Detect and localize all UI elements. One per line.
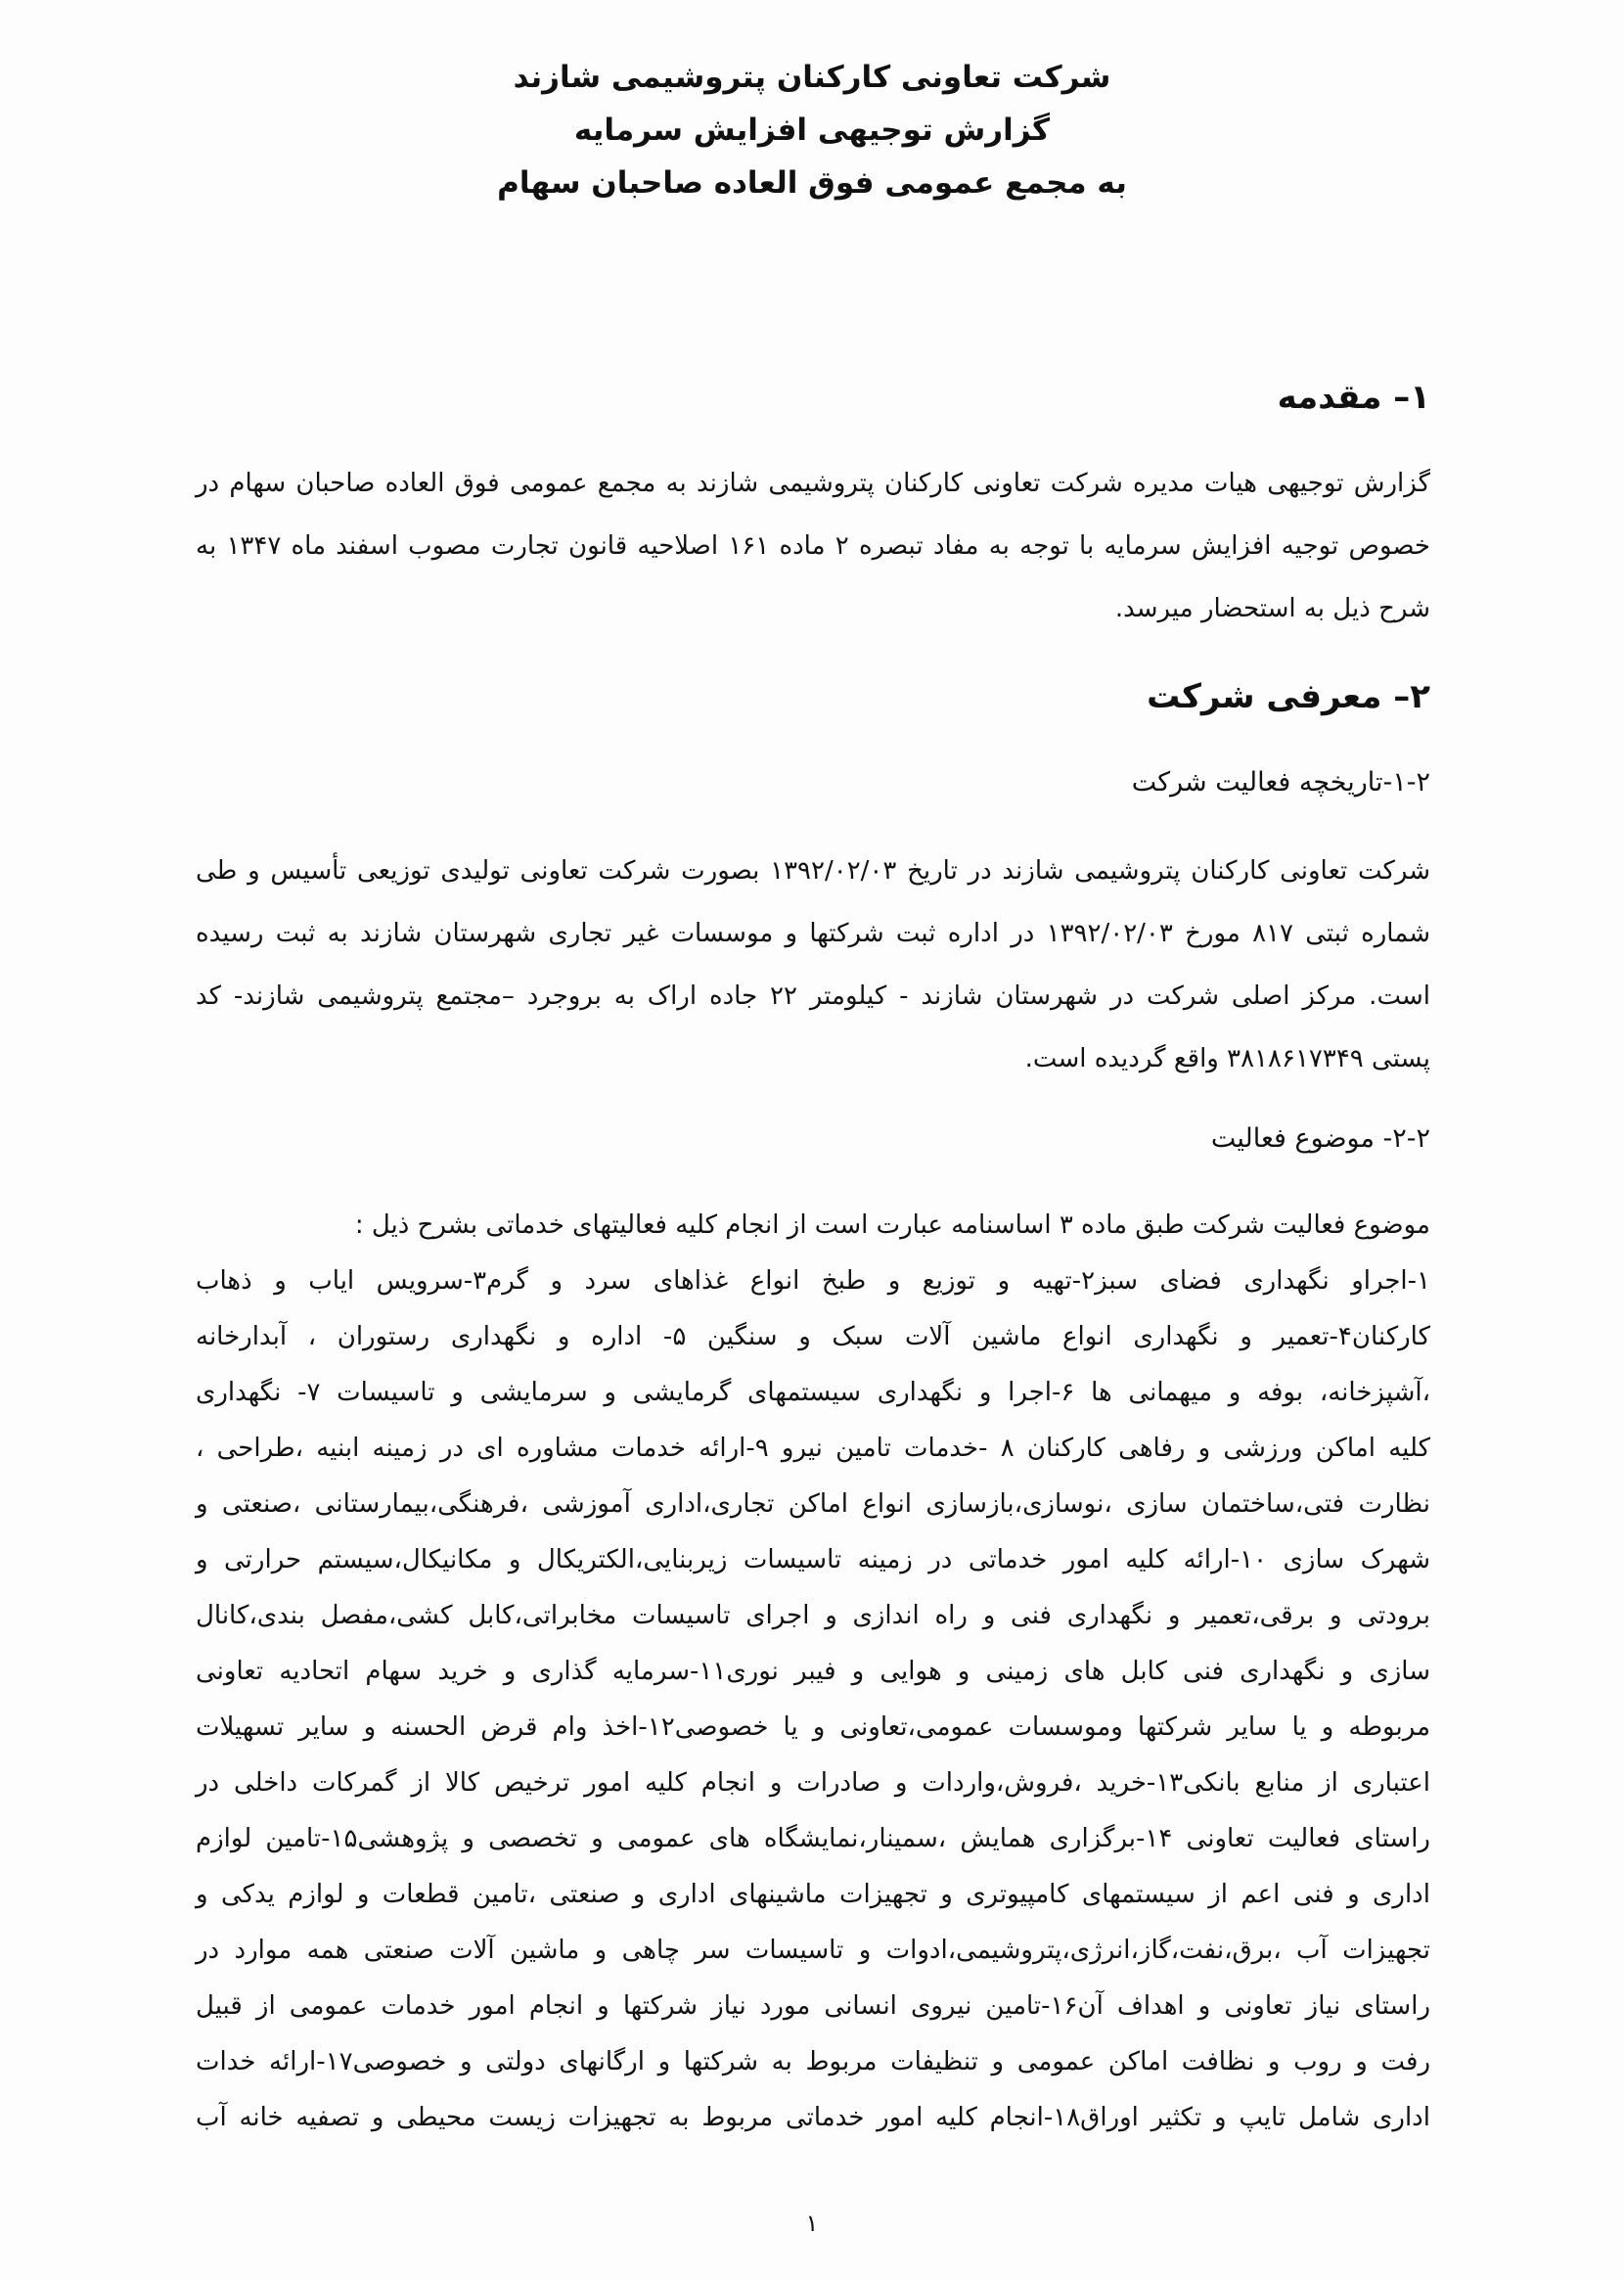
paragraph-line: ۱-اجراو نگهداری فضای سبز۲-تهیه و توزیع و طبخ انواع غذاهای سرد و گرم۳-سرویس ایاب و ذهاب — [196, 1266, 1430, 1296]
paragraph-line: خصوص توجیه افزایش سرمایه با توجه به مفاد تبصره ۲ ماده ۱۶۱ اصلاحیه قانون تجارت مصوب اسفند ماه ۱۳۴۷ به — [196, 531, 1430, 561]
paragraph-line: نظارت فتی،ساختمان سازی ،نوسازی،بازسازی انواع اماکن تجاری،اداری آموزشی ،فرهنگی،بیمارستانی ،صنعتی و — [196, 1489, 1430, 1519]
paragraph-line: اعتباری از منابع بانکی۱۳-خرید ،فروش،واردات و صادرات و انجام کلیه امور ترخیص کالا از گمرکات داخلی در — [196, 1768, 1430, 1798]
subsection-title-activity: ۲-۲- موضوع فعالیت — [1210, 1123, 1430, 1154]
page-number: ۱ — [805, 2210, 819, 2237]
paragraph-line: کلیه اماکن ورزشی و رفاهی کارکنان ۸ -خدمات تامین نیرو ۹-ارائه خدمات مشاوره ای در زمینه ابنیه ،طراحی ، — [196, 1434, 1430, 1463]
paragraph-line: رفت و روب و نظافت اماکن عمومی و تنظیفات مربوط به شرکتها و ارگانهای دولتی و خصوصی۱۷-ارائه خدات — [196, 2047, 1430, 2076]
paragraph-line: سازی و نگهداری فنی کابل های زمینی و هوایی و فیبر نوری۱۱-سرمایه گذاری و خرید سهام اتحادیه تعاونی — [196, 1657, 1430, 1686]
document-header — [0, 51, 1624, 209]
paragraph-line: شرکت تعاونی کارکنان پتروشیمی شازند در تاریخ ۱۳۹۲/۰۲/۰۳ بصورت شرکت تعاونی تولیدی توزیعی تأسیس و طی — [196, 856, 1430, 886]
introduction-paragraph — [196, 452, 1430, 640]
paragraph-line: پستی ۳۸۱۸۶۱۷۳۴۹ واقع گردیده است. — [1024, 1044, 1430, 1073]
paragraph-line: شرح ذیل به استحضار میرسد. — [1114, 594, 1430, 623]
subsection-title-history: ۱-۲-تاریخچه فعالیت شرکت — [1131, 767, 1430, 798]
history-paragraph — [196, 840, 1430, 1090]
paragraph-line: راستای نیاز تعاونی و اهداف آن۱۶-تامین نیروی انسانی مورد نیاز شرکتها و انجام امور خدمات عمومی از قبیل — [196, 1991, 1430, 2021]
paragraph-line: برودتی و برقی،تعمیر و نگهداری فنی و راه اندازی و اجرای تاسیسات مخابراتی،کابل کشی،مفصل بندی،کانال — [196, 1601, 1430, 1630]
paragraph-line: گزارش توجیهی هیات مدیره شرکت تعاونی کارکنان پتروشیمی شازند به مجمع عمومی فوق العاده صاحبان سهام در — [196, 469, 1430, 498]
paragraph-line: مربوطه و یا سایر شرکتها وموسسات عمومی،تعاونی و یا خصوصی۱۲-اخذ وام قرض الحسنه و سایر تسهیلات — [196, 1712, 1430, 1742]
company-name: شرکت تعاونی کارکنان پتروشیمی شازند — [513, 60, 1111, 95]
paragraph-line: شهرک سازی ۱۰-ارائه کلیه امور خدماتی در زمینه تاسیسات زیربنایی،الکتریکال و مکانیکال،سیستم حرارتی و — [196, 1545, 1430, 1574]
report-recipient: به مجمع عمومی فوق العاده صاحبان سهام — [497, 165, 1127, 201]
activity-paragraph — [196, 1198, 1430, 2146]
paragraph-line: است. مرکز اصلی شرکت در شهرستان شازند - کیلومتر ۲۲ جاده اراک به بروجرد –مجتمع پتروشیمی شازند- کد — [196, 981, 1430, 1011]
paragraph-line: تجهیزات آب ،برق،نفت،گاز،انرژی،پتروشیمی،ادوات و تاسیسات سر چاهی و ماشین آلات صنعتی همه موارد در — [196, 1936, 1430, 1965]
section-title-company-intro: ۲– معرفی شرکت — [1147, 677, 1430, 716]
section-title-introduction: ۱– مقدمه — [1277, 378, 1430, 417]
paragraph-line: اداری شامل تایپ و تکثیر اوراق۱۸-انجام کلیه امور خدماتی مربوط به تجهیزات زیست محیطی و تصفیه خانه آب — [196, 2103, 1430, 2132]
report-title: گزارش توجیهی افزایش سرمایه — [573, 113, 1051, 148]
paragraph-line: موضوع فعالیت شرکت طبق ماده ۳ اساسنامه عبارت است از انجام کلیه فعالیتهای خدماتی بشرح ذیل : — [354, 1210, 1430, 1240]
paragraph-line: ،آشپزخانه، بوفه و میهمانی ها ۶-اجرا و نگهداری سیستمهای گرمایشی و سرمایشی و تاسیسات ۷- نگهداری — [196, 1378, 1430, 1407]
paragraph-line: شماره ثبتی ۸۱۷ مورخ ۱۳۹۲/۰۲/۰۳ در اداره ثبت شرکتها و موسسات غیر تجاری شهرستان شازند به ثبت رسیده — [196, 919, 1431, 948]
paragraph-line: اداری و فنی اعم از سیستمهای کامپیوتری و تجهیزات ماشینهای اداری و صنعتی ،تامین قطعات و لوازم یدکی و — [196, 1880, 1430, 1909]
paragraph-line: کارکنان۴-تعمیر و نگهداری انواع ماشین آلات سبک و سنگین ۵- اداره و نگهداری رستوران ، آبدارخانه — [196, 1322, 1430, 1351]
paragraph-line: راستای فعالیت تعاونی ۱۴-برگزاری همایش ،سمینار،نمایشگاه های عمومی و تخصصی و پژوهشی۱۵-تامین لوازم — [196, 1824, 1430, 1853]
